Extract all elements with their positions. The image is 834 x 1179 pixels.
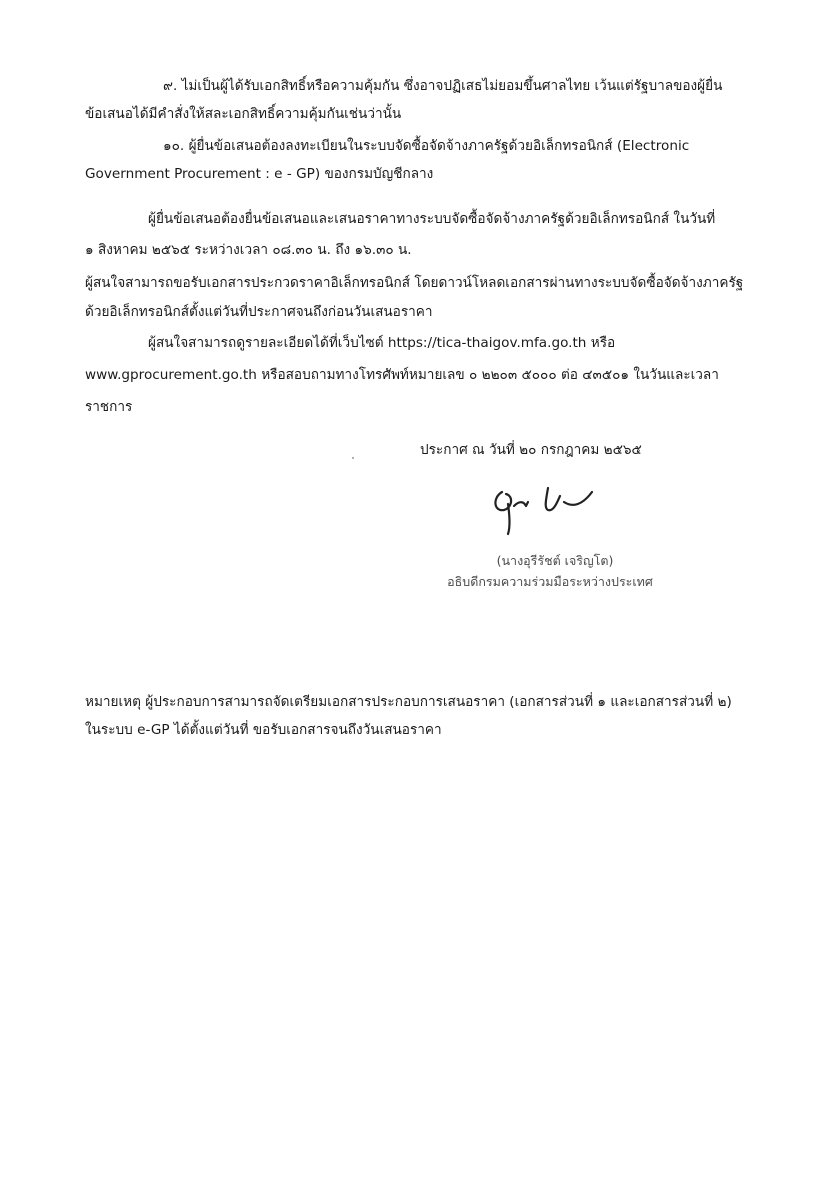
signatory-title: อธิบดีกรมความร่วมมือระหว่างประเทศ [447, 574, 653, 589]
item10-line2: Government Procurement : e - GP) ของกรมบัญชีกลาง [85, 166, 434, 182]
submission-line1: ผู้ยื่นข้อเสนอต้องยื่นข้อเสนอและเสนอราคาทางระบบจัดซื้อจัดจ้างภาครัฐด้วยอิเล็กทรอนิกส์ ในวันที่ [148, 211, 716, 227]
speck [352, 457, 354, 459]
signature-mark [488, 478, 608, 538]
download-line1: ผู้สนใจสามารถขอรับเอกสารประกวดราคาอิเล็กทรอนิกส์ โดยดาวน์โหลดเอกสารผ่านทางระบบจัดซื้อจัดจ้างภาครัฐ [85, 275, 744, 291]
signatory-name: (นางอุรีรัชต์ เจริญโต) [496, 553, 614, 568]
website-line2: www.gprocurement.go.th หรือสอบถามทางโทรศัพท์หมายเลข ๐ ๒๒๐๓ ๕๐๐๐ ต่อ ๔๓๕๐๑ ในวันและเวลา [85, 367, 719, 383]
remark-line2: ในระบบ e-GP ได้ตั้งแต่วันที่ ขอรับเอกสารจนถึงวันเสนอราคา [85, 722, 442, 738]
announcement-date: ประกาศ ณ วันที่ ๒๐ กรกฎาคม ๒๕๖๕ [420, 442, 642, 458]
item9-line2: ข้อเสนอได้มีคำสั่งให้สละเอกสิทธิ์ความคุ้มกันเช่นว่านั้น [85, 106, 402, 122]
website-line1: ผู้สนใจสามารถดูรายละเอียดได้ที่เว็บไซต์ https://tica-thaigov.mfa.go.th หรือ [148, 335, 616, 351]
download-line2: ด้วยอิเล็กทรอนิกส์ตั้งแต่วันที่ประกาศจนถึงก่อนวันเสนอราคา [85, 304, 433, 320]
website-line3: ราชการ [85, 399, 133, 415]
item10-line1: ๑๐. ผู้ยื่นข้อเสนอต้องลงทะเบียนในระบบจัดซื้อจัดจ้างภาครัฐด้วยอิเล็กทรอนิกส์ (Electronic [163, 138, 690, 154]
remark-line1: หมายเหตุ ผู้ประกอบการสามารถจัดเตรียมเอกสารประกอบการเสนอราคา (เอกสารส่วนที่ ๑ และเอกสารส่วนที่ ๒) [85, 694, 732, 710]
item9-line1: ๙. ไม่เป็นผู้ได้รับเอกสิทธิ์หรือความคุ้มกัน ซึ่งอาจปฏิเสธไม่ยอมขึ้นศาลไทย เว้นแต่รัฐบาลของผู้ยื่น [163, 78, 723, 94]
submission-line2: ๑ สิงหาคม ๒๕๖๕ ระหว่างเวลา ๐๘.๓๐ น. ถึง ๑๖.๓๐ น. [85, 242, 412, 258]
